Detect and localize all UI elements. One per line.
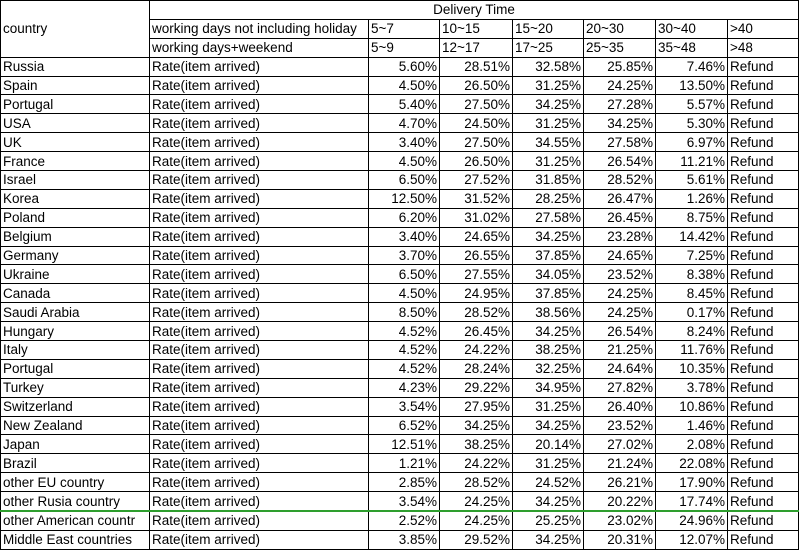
- table-row: [1, 265, 799, 284]
- refund-cell[interactable]: Refund: [728, 530, 799, 549]
- delivery-time-header[interactable]: Delivery Time: [150, 1, 799, 20]
- value-cell[interactable]: 5.61%: [656, 171, 728, 190]
- value-cell[interactable]: 3.54%: [369, 492, 440, 511]
- country-cell[interactable]: Poland: [1, 208, 150, 227]
- metric-cell[interactable]: Rate(item arrived): [150, 133, 369, 152]
- value-cell[interactable]: 34.25%: [584, 114, 656, 133]
- value-cell[interactable]: 26.47%: [584, 189, 656, 208]
- metric-cell[interactable]: Rate(item arrived): [150, 189, 369, 208]
- value-cell[interactable]: 28.52%: [440, 473, 513, 492]
- value-cell[interactable]: 6.20%: [369, 208, 440, 227]
- value-cell[interactable]: 10.86%: [656, 397, 728, 416]
- value-cell[interactable]: 24.96%: [656, 511, 728, 530]
- table-row: [1, 208, 799, 227]
- refund-cell[interactable]: Refund: [728, 378, 799, 397]
- value-cell[interactable]: 4.52%: [369, 341, 440, 360]
- value-cell[interactable]: 25.85%: [584, 57, 656, 76]
- refund-cell[interactable]: Refund: [728, 341, 799, 360]
- range-weekend-1[interactable]: 5~9: [369, 38, 440, 57]
- table-row: [1, 171, 799, 190]
- value-cell[interactable]: 24.25%: [440, 511, 513, 530]
- table-row: [1, 227, 799, 246]
- value-cell[interactable]: 26.54%: [584, 152, 656, 171]
- refund-cell[interactable]: Refund: [728, 152, 799, 171]
- refund-cell[interactable]: Refund: [728, 397, 799, 416]
- table-row: [1, 246, 799, 265]
- value-cell[interactable]: 12.51%: [369, 435, 440, 454]
- value-cell[interactable]: 20.31%: [584, 530, 656, 549]
- table-row: [1, 76, 799, 95]
- table-row: [1, 95, 799, 114]
- value-cell[interactable]: 6.50%: [369, 171, 440, 190]
- metric-cell[interactable]: Rate(item arrived): [150, 95, 369, 114]
- metric-cell[interactable]: Rate(item arrived): [150, 397, 369, 416]
- value-cell[interactable]: 7.46%: [656, 57, 728, 76]
- refund-cell[interactable]: Refund: [728, 473, 799, 492]
- country-cell[interactable]: Belgium: [1, 227, 150, 246]
- value-cell[interactable]: 34.95%: [513, 378, 584, 397]
- range-workdays-6[interactable]: >40: [728, 19, 799, 38]
- value-cell[interactable]: 27.55%: [440, 265, 513, 284]
- refund-cell[interactable]: Refund: [728, 322, 799, 341]
- table-row: [1, 473, 799, 492]
- country-cell[interactable]: New Zealand: [1, 416, 150, 435]
- country-cell[interactable]: France: [1, 152, 150, 171]
- country-cell[interactable]: Italy: [1, 341, 150, 360]
- value-cell[interactable]: 24.95%: [440, 284, 513, 303]
- value-cell[interactable]: 21.24%: [584, 454, 656, 473]
- table-row: [1, 341, 799, 360]
- value-cell[interactable]: 13.50%: [656, 76, 728, 95]
- table-row: [1, 416, 799, 435]
- value-cell[interactable]: 26.40%: [584, 397, 656, 416]
- refund-cell[interactable]: Refund: [728, 416, 799, 435]
- value-cell[interactable]: 8.38%: [656, 265, 728, 284]
- country-cell[interactable]: UK: [1, 133, 150, 152]
- value-cell[interactable]: 32.58%: [513, 57, 584, 76]
- table-row: [1, 152, 799, 171]
- refund-cell[interactable]: Refund: [728, 189, 799, 208]
- value-cell[interactable]: 34.25%: [513, 227, 584, 246]
- value-cell[interactable]: 23.52%: [584, 416, 656, 435]
- metric-cell[interactable]: Rate(item arrived): [150, 359, 369, 378]
- value-cell[interactable]: 31.25%: [513, 454, 584, 473]
- value-cell[interactable]: 24.64%: [584, 359, 656, 378]
- value-cell[interactable]: 34.25%: [513, 416, 584, 435]
- value-cell[interactable]: 4.50%: [369, 284, 440, 303]
- country-header[interactable]: country: [1, 1, 150, 58]
- refund-cell[interactable]: Refund: [728, 359, 799, 378]
- value-cell[interactable]: 27.02%: [584, 435, 656, 454]
- table-row: [1, 57, 799, 76]
- value-cell[interactable]: 2.85%: [369, 473, 440, 492]
- value-cell[interactable]: 1.26%: [656, 189, 728, 208]
- metric-cell[interactable]: Rate(item arrived): [150, 114, 369, 133]
- value-cell[interactable]: 38.25%: [440, 435, 513, 454]
- value-cell[interactable]: 27.95%: [440, 397, 513, 416]
- country-cell[interactable]: other Rusia country: [1, 492, 150, 511]
- value-cell[interactable]: 26.54%: [584, 322, 656, 341]
- country-cell[interactable]: Japan: [1, 435, 150, 454]
- country-cell[interactable]: Canada: [1, 284, 150, 303]
- value-cell[interactable]: 0.17%: [656, 303, 728, 322]
- country-cell[interactable]: Switzerland: [1, 397, 150, 416]
- range-workdays-1[interactable]: 5~7: [369, 19, 440, 38]
- value-cell[interactable]: 31.25%: [513, 114, 584, 133]
- table-row: [1, 189, 799, 208]
- value-cell[interactable]: 26.55%: [440, 246, 513, 265]
- value-cell[interactable]: 26.50%: [440, 76, 513, 95]
- value-cell[interactable]: 1.46%: [656, 416, 728, 435]
- value-cell[interactable]: 24.65%: [584, 246, 656, 265]
- value-cell[interactable]: 6.50%: [369, 265, 440, 284]
- value-cell[interactable]: 24.22%: [440, 341, 513, 360]
- table-row: [1, 530, 799, 549]
- refund-cell[interactable]: Refund: [728, 171, 799, 190]
- refund-cell[interactable]: Refund: [728, 57, 799, 76]
- value-cell[interactable]: 23.02%: [584, 511, 656, 530]
- value-cell[interactable]: 2.52%: [369, 511, 440, 530]
- header-row-1: [1, 1, 799, 20]
- value-cell[interactable]: 34.05%: [513, 265, 584, 284]
- value-cell[interactable]: 31.52%: [440, 189, 513, 208]
- value-cell[interactable]: 26.45%: [440, 322, 513, 341]
- value-cell[interactable]: 3.70%: [369, 246, 440, 265]
- value-cell[interactable]: 11.76%: [656, 341, 728, 360]
- metric-cell[interactable]: Rate(item arrived): [150, 435, 369, 454]
- refund-cell[interactable]: Refund: [728, 133, 799, 152]
- country-cell[interactable]: Russia: [1, 57, 150, 76]
- country-cell[interactable]: USA: [1, 114, 150, 133]
- value-cell[interactable]: 37.85%: [513, 246, 584, 265]
- value-cell[interactable]: 27.28%: [584, 95, 656, 114]
- value-cell[interactable]: 5.57%: [656, 95, 728, 114]
- value-cell[interactable]: 12.50%: [369, 189, 440, 208]
- value-cell[interactable]: 38.56%: [513, 303, 584, 322]
- value-cell[interactable]: 3.54%: [369, 397, 440, 416]
- value-cell[interactable]: 7.25%: [656, 246, 728, 265]
- value-cell[interactable]: 5.30%: [656, 114, 728, 133]
- table-row: [1, 284, 799, 303]
- value-cell[interactable]: 27.58%: [584, 133, 656, 152]
- metric-cell[interactable]: Rate(item arrived): [150, 511, 369, 530]
- value-cell[interactable]: 3.40%: [369, 133, 440, 152]
- country-cell[interactable]: Germany: [1, 246, 150, 265]
- metric-cell[interactable]: Rate(item arrived): [150, 473, 369, 492]
- value-cell[interactable]: 8.24%: [656, 322, 728, 341]
- value-cell[interactable]: 5.60%: [369, 57, 440, 76]
- value-cell[interactable]: 31.25%: [513, 397, 584, 416]
- value-cell[interactable]: 31.25%: [513, 76, 584, 95]
- value-cell[interactable]: 2.08%: [656, 435, 728, 454]
- value-cell[interactable]: 21.25%: [584, 341, 656, 360]
- range-weekend-5[interactable]: 35~48: [656, 38, 728, 57]
- refund-cell[interactable]: Refund: [728, 114, 799, 133]
- refund-cell[interactable]: Refund: [728, 95, 799, 114]
- metric-cell[interactable]: Rate(item arrived): [150, 171, 369, 190]
- range-weekend-3[interactable]: 17~25: [513, 38, 584, 57]
- value-cell[interactable]: 38.25%: [513, 341, 584, 360]
- value-cell[interactable]: 6.52%: [369, 416, 440, 435]
- value-cell[interactable]: 32.25%: [513, 359, 584, 378]
- value-cell[interactable]: 24.25%: [584, 303, 656, 322]
- value-cell[interactable]: 20.22%: [584, 492, 656, 511]
- value-cell[interactable]: 4.50%: [369, 76, 440, 95]
- refund-cell[interactable]: Refund: [728, 511, 799, 530]
- metric-cell[interactable]: Rate(item arrived): [150, 322, 369, 341]
- range-weekend-6[interactable]: >48: [728, 38, 799, 57]
- value-cell[interactable]: 8.75%: [656, 208, 728, 227]
- refund-cell[interactable]: Refund: [728, 492, 799, 511]
- metric-cell[interactable]: Rate(item arrived): [150, 454, 369, 473]
- refund-cell[interactable]: Refund: [728, 435, 799, 454]
- country-cell[interactable]: Spain: [1, 76, 150, 95]
- value-cell[interactable]: 3.78%: [656, 378, 728, 397]
- range-workdays-3[interactable]: 15~20: [513, 19, 584, 38]
- value-cell[interactable]: 4.50%: [369, 152, 440, 171]
- table-row: [1, 322, 799, 341]
- value-cell[interactable]: 23.52%: [584, 265, 656, 284]
- value-cell[interactable]: 1.21%: [369, 454, 440, 473]
- value-cell[interactable]: 20.14%: [513, 435, 584, 454]
- refund-cell[interactable]: Refund: [728, 208, 799, 227]
- table-row: [1, 378, 799, 397]
- value-cell[interactable]: 24.25%: [440, 492, 513, 511]
- metric-cell[interactable]: Rate(item arrived): [150, 152, 369, 171]
- table-row: [1, 492, 799, 511]
- country-cell[interactable]: Ukraine: [1, 265, 150, 284]
- value-cell[interactable]: 12.07%: [656, 530, 728, 549]
- value-cell[interactable]: 24.52%: [513, 473, 584, 492]
- value-cell[interactable]: 6.97%: [656, 133, 728, 152]
- metric-cell[interactable]: Rate(item arrived): [150, 416, 369, 435]
- value-cell[interactable]: 4.52%: [369, 322, 440, 341]
- value-cell[interactable]: 29.52%: [440, 530, 513, 549]
- refund-cell[interactable]: Refund: [728, 303, 799, 322]
- value-cell[interactable]: 4.52%: [369, 359, 440, 378]
- value-cell[interactable]: 34.25%: [440, 416, 513, 435]
- workdays-label[interactable]: working days not including holiday: [150, 19, 369, 38]
- table-row: [1, 435, 799, 454]
- metric-cell[interactable]: Rate(item arrived): [150, 303, 369, 322]
- value-cell[interactable]: 34.25%: [513, 530, 584, 549]
- value-cell[interactable]: 5.40%: [369, 95, 440, 114]
- value-cell[interactable]: 8.45%: [656, 284, 728, 303]
- range-workdays-2[interactable]: 10~15: [440, 19, 513, 38]
- value-cell[interactable]: 4.23%: [369, 378, 440, 397]
- value-cell[interactable]: 28.52%: [440, 303, 513, 322]
- value-cell[interactable]: 3.40%: [369, 227, 440, 246]
- value-cell[interactable]: 24.22%: [440, 454, 513, 473]
- country-cell[interactable]: Portugal: [1, 95, 150, 114]
- refund-cell[interactable]: Refund: [728, 265, 799, 284]
- refund-cell[interactable]: Refund: [728, 76, 799, 95]
- range-workdays-4[interactable]: 20~30: [584, 19, 656, 38]
- value-cell[interactable]: 26.50%: [440, 152, 513, 171]
- value-cell[interactable]: 34.55%: [513, 133, 584, 152]
- metric-cell[interactable]: Rate(item arrived): [150, 208, 369, 227]
- country-cell[interactable]: Portugal: [1, 359, 150, 378]
- country-cell[interactable]: Saudi Arabia: [1, 303, 150, 322]
- value-cell[interactable]: 31.02%: [440, 208, 513, 227]
- refund-cell[interactable]: Refund: [728, 227, 799, 246]
- table-row: [1, 511, 799, 530]
- metric-cell[interactable]: Rate(item arrived): [150, 57, 369, 76]
- value-cell[interactable]: 24.50%: [440, 114, 513, 133]
- value-cell[interactable]: 25.25%: [513, 511, 584, 530]
- refund-cell[interactable]: Refund: [728, 454, 799, 473]
- table-row: [1, 397, 799, 416]
- value-cell[interactable]: 24.65%: [440, 227, 513, 246]
- value-cell[interactable]: 37.85%: [513, 284, 584, 303]
- value-cell[interactable]: 8.50%: [369, 303, 440, 322]
- refund-cell[interactable]: Refund: [728, 284, 799, 303]
- metric-cell[interactable]: Rate(item arrived): [150, 284, 369, 303]
- country-cell[interactable]: Turkey: [1, 378, 150, 397]
- range-weekend-2[interactable]: 12~17: [440, 38, 513, 57]
- table-row: [1, 454, 799, 473]
- value-cell[interactable]: 31.25%: [513, 152, 584, 171]
- metric-cell[interactable]: Rate(item arrived): [150, 246, 369, 265]
- value-cell[interactable]: 27.50%: [440, 95, 513, 114]
- value-cell[interactable]: 26.45%: [584, 208, 656, 227]
- country-cell[interactable]: Israel: [1, 171, 150, 190]
- metric-cell[interactable]: Rate(item arrived): [150, 378, 369, 397]
- country-cell[interactable]: Korea: [1, 189, 150, 208]
- value-cell[interactable]: 27.52%: [440, 171, 513, 190]
- metric-cell[interactable]: Rate(item arrived): [150, 530, 369, 549]
- value-cell[interactable]: 17.90%: [656, 473, 728, 492]
- value-cell[interactable]: 28.52%: [584, 171, 656, 190]
- metric-cell[interactable]: Rate(item arrived): [150, 265, 369, 284]
- value-cell[interactable]: 4.70%: [369, 114, 440, 133]
- metric-cell[interactable]: Rate(item arrived): [150, 492, 369, 511]
- value-cell[interactable]: 28.25%: [513, 189, 584, 208]
- country-cell[interactable]: Brazil: [1, 454, 150, 473]
- country-cell[interactable]: other American countr: [1, 511, 150, 530]
- table-row: [1, 303, 799, 322]
- country-cell[interactable]: Hungary: [1, 322, 150, 341]
- metric-cell[interactable]: Rate(item arrived): [150, 76, 369, 95]
- value-cell[interactable]: 24.25%: [584, 284, 656, 303]
- value-cell[interactable]: 28.51%: [440, 57, 513, 76]
- value-cell[interactable]: 27.50%: [440, 133, 513, 152]
- table-row: [1, 133, 799, 152]
- value-cell[interactable]: 28.24%: [440, 359, 513, 378]
- value-cell[interactable]: 29.22%: [440, 378, 513, 397]
- value-cell[interactable]: 27.58%: [513, 208, 584, 227]
- value-cell[interactable]: 34.25%: [513, 492, 584, 511]
- value-cell[interactable]: 17.74%: [656, 492, 728, 511]
- refund-cell[interactable]: Refund: [728, 246, 799, 265]
- country-cell[interactable]: Middle East countries: [1, 530, 150, 549]
- value-cell[interactable]: 24.25%: [584, 76, 656, 95]
- range-workdays-5[interactable]: 30~40: [656, 19, 728, 38]
- value-cell[interactable]: 10.35%: [656, 359, 728, 378]
- weekend-label[interactable]: working days+weekend: [150, 38, 369, 57]
- metric-cell[interactable]: Rate(item arrived): [150, 341, 369, 360]
- metric-cell[interactable]: Rate(item arrived): [150, 227, 369, 246]
- value-cell[interactable]: 34.25%: [513, 322, 584, 341]
- value-cell[interactable]: 11.21%: [656, 152, 728, 171]
- value-cell[interactable]: 26.21%: [584, 473, 656, 492]
- value-cell[interactable]: 22.08%: [656, 454, 728, 473]
- range-weekend-4[interactable]: 25~35: [584, 38, 656, 57]
- value-cell[interactable]: 3.85%: [369, 530, 440, 549]
- table-row: [1, 359, 799, 378]
- table-row: [1, 114, 799, 133]
- value-cell[interactable]: 27.82%: [584, 378, 656, 397]
- value-cell[interactable]: 34.25%: [513, 95, 584, 114]
- value-cell[interactable]: 23.28%: [584, 227, 656, 246]
- value-cell[interactable]: 31.85%: [513, 171, 584, 190]
- value-cell[interactable]: 14.42%: [656, 227, 728, 246]
- country-cell[interactable]: other EU country: [1, 473, 150, 492]
